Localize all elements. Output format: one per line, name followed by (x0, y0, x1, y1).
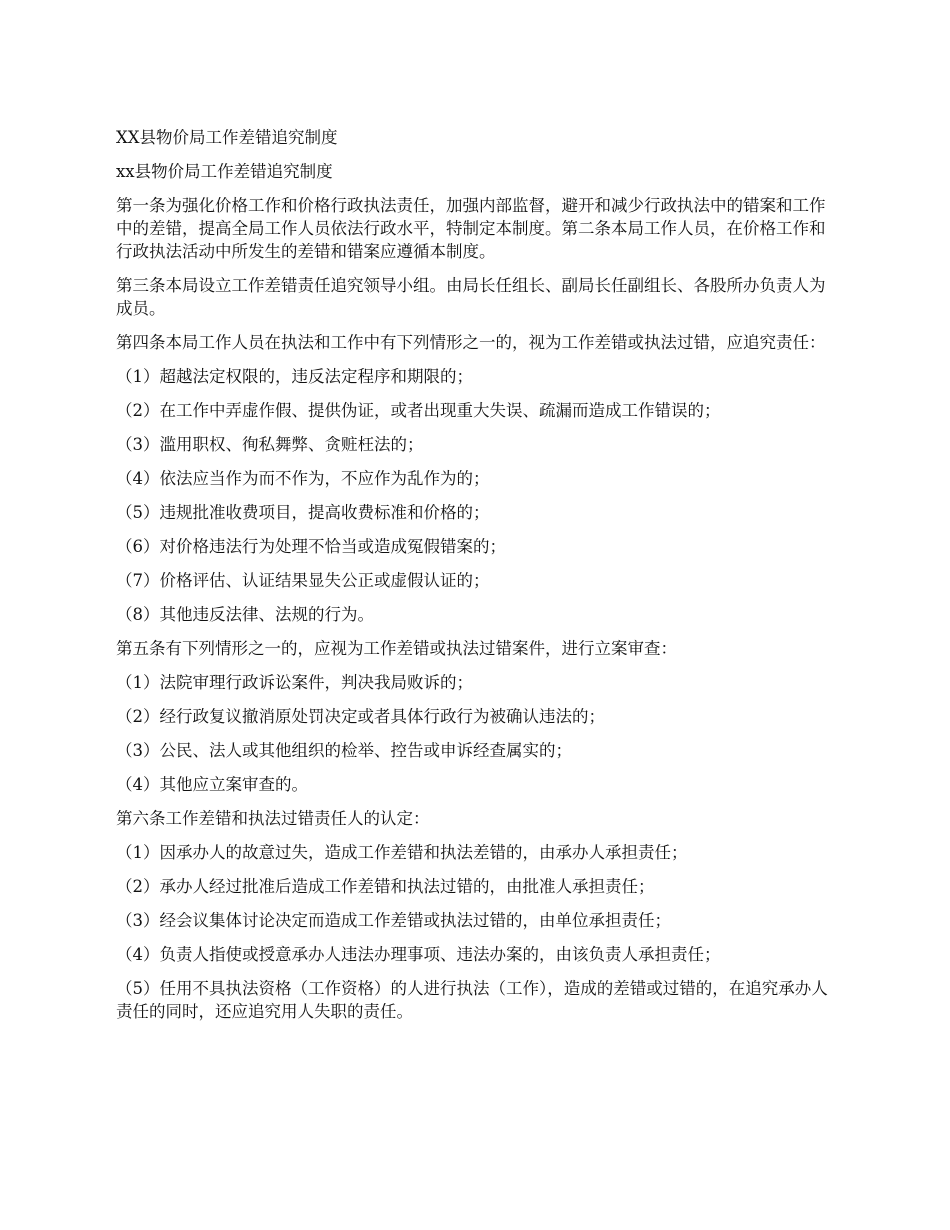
document-subtitle: xx县物价局工作差错追究制度 (116, 162, 333, 181)
article-5-item-4: （4）其他应立案审查的。 (116, 775, 308, 794)
article-4-item-8: （8）其他违反法律、法规的行为。 (116, 605, 374, 624)
article-4-item-6: （6）对价格违法行为处理不恰当或造成冤假错案的； (116, 537, 506, 556)
document-title: XX县物价局工作差错追究制度 (116, 128, 338, 147)
article-4-item-5: （5）违规批准收费项目，提高收费标准和价格的； (116, 503, 490, 522)
article-5-item-3: （3）公民、法人或其他组织的检举、控告或申诉经查属实的； (116, 741, 572, 760)
article-6-item-1: （1）因承办人的故意过失，造成工作差错和执法差错的，由承办人承担责任； (116, 843, 688, 862)
article-4-item-2: （2）在工作中弄虚作假、提供伪证，或者出现重大失误、疏漏而造成工作错误的； (116, 401, 721, 420)
article-4-item-1: （1）超越法定权限的，违反法定程序和期限的； (116, 367, 473, 386)
document-body (116, 126, 840, 1034)
article-6-item-2: （2）承办人经过批准后造成工作差错和执法过错的，由批准人承担责任； (116, 877, 655, 896)
article-6-item-3: （3）经会议集体讨论决定而造成工作差错或执法过错的，由单位承担责任； (116, 911, 671, 930)
article-5-item-1: （1）法院审理行政诉讼案件，判决我局败诉的； (116, 673, 473, 692)
article-1-paragraph: 第一条为强化价格工作和价格行政执法责任，加强内部监督，避开和减少行政执法中的错案和工作中的差错，提高全局工作人员依法行政水平，特制定本制度。第二条本局工作人员，在价格工作和行政执法活动中所发生的差错和错案应遵循本制度。 (116, 196, 826, 261)
article-4-item-4: （4）依法应当作为而不作为，不应作为乱作为的； (116, 469, 490, 488)
article-4-item-7: （7）价格评估、认证结果显失公正或虚假认证的； (116, 571, 490, 590)
article-6-item-4: （4）负责人指使或授意承办人违法办理事项、违法办案的，由该负责人承担责任； (116, 945, 721, 964)
article-4-paragraph: 第四条本局工作人员在执法和工作中有下列情形之一的，视为工作差错或执法过错，应追究责任： (116, 333, 826, 352)
article-5-item-2: （2）经行政复议撤消原处罚决定或者具体行政行为被确认违法的； (116, 707, 605, 726)
article-6-item-5: （5）任用不具执法资格（工作资格）的人进行执法（工作），造成的差错或过错的，在追究承办人责任的同时，还应追究用人失职的责任。 (116, 979, 828, 1021)
article-3-paragraph: 第三条本局设立工作差错责任追究领导小组。由局长任组长、副局长任副组长、各股所办负责人为成员。 (116, 276, 826, 318)
article-5-paragraph: 第五条有下列情形之一的，应视为工作差错或执法过错案件，进行立案审查： (116, 639, 677, 658)
article-4-item-3: （3）滥用职权、徇私舞弊、贪赃枉法的； (116, 435, 424, 454)
article-6-paragraph: 第六条工作差错和执法过错责任人的认定： (116, 809, 430, 828)
